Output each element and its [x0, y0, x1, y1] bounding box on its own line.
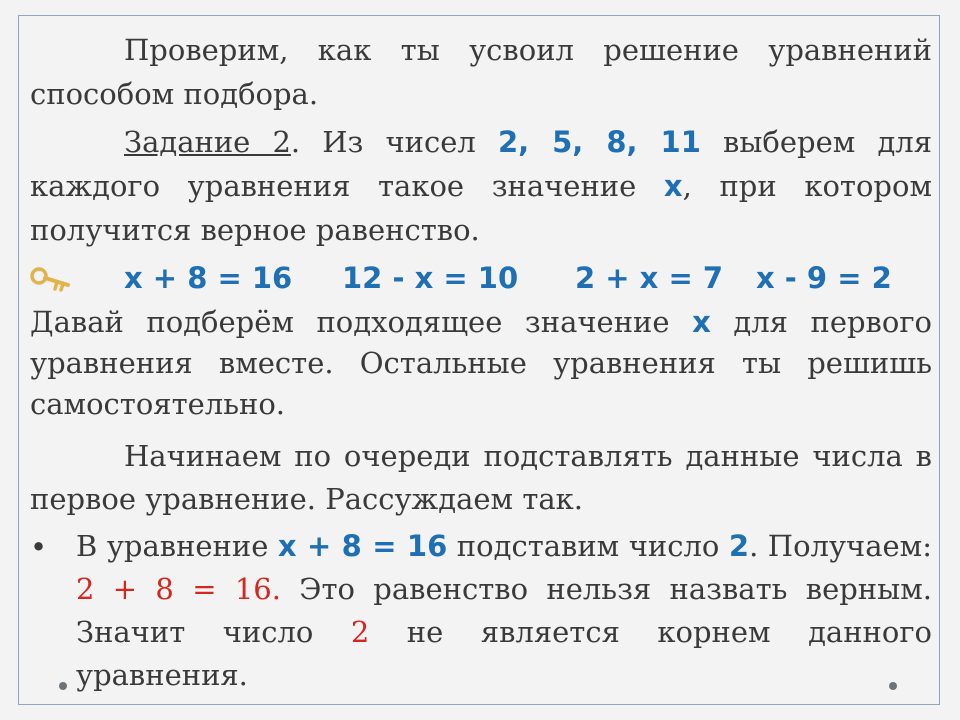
task-text-c: , при котором получится верное равенство. — [30, 169, 932, 247]
task-text-b: выберем для каждого уравнения такое значение — [30, 125, 933, 203]
equation-3: 2 + x = 7 — [575, 261, 724, 295]
equations-row — [30, 252, 932, 302]
task-numbers: 2, 5, 8, 11 — [497, 125, 701, 159]
para3-text: Начинаем по очереди подставлять данные числа в первое уравнение. Рассуждаем так. — [30, 439, 932, 516]
bullet-text-c: . Получаем: — [749, 529, 932, 563]
bullet-marker: • — [30, 530, 48, 564]
explanation-paragraph — [30, 302, 932, 425]
intro-paragraph — [30, 28, 932, 116]
para2-text-a: Давай подберём подходящее значение — [30, 305, 693, 339]
para2-text-b: для первого уравнения вместе. Остальные уравнения ты решишь самостоятельно. — [30, 305, 932, 421]
equation-4: x - 9 = 2 — [756, 261, 892, 295]
bullet-item — [30, 525, 932, 697]
equation-2: 12 - x = 10 — [342, 261, 519, 295]
bullet-equation: x + 8 = 16 — [277, 529, 448, 563]
task-variable: x — [663, 169, 683, 203]
key-icon — [30, 260, 72, 304]
reasoning-paragraph — [30, 435, 932, 521]
bullet-text-b: подставим число — [447, 529, 729, 563]
task-paragraph — [30, 120, 932, 252]
bullet-text — [76, 525, 932, 697]
slide-content — [30, 28, 932, 697]
task-text-a: . Из чисел — [290, 125, 498, 159]
bullet-text-e: не является корнем данного уравнения. — [76, 615, 932, 692]
para2-variable: x — [692, 305, 711, 339]
intro-text: Проверим, как ты усвоил решение уравнений способом подбора. — [30, 33, 932, 111]
task-label: Задание 2 — [124, 125, 291, 159]
bullet-text-a: В уравнение — [76, 529, 278, 563]
equation-1: x + 8 = 16 — [124, 261, 293, 295]
bullet-red-number: 2 — [350, 615, 370, 649]
bullet-text-d: Это равенство нельзя назвать верным. Значит число — [76, 572, 932, 649]
bullet-number: 2 — [728, 529, 750, 563]
bullet-red-equation: 2 + 8 = 16. — [76, 572, 281, 606]
